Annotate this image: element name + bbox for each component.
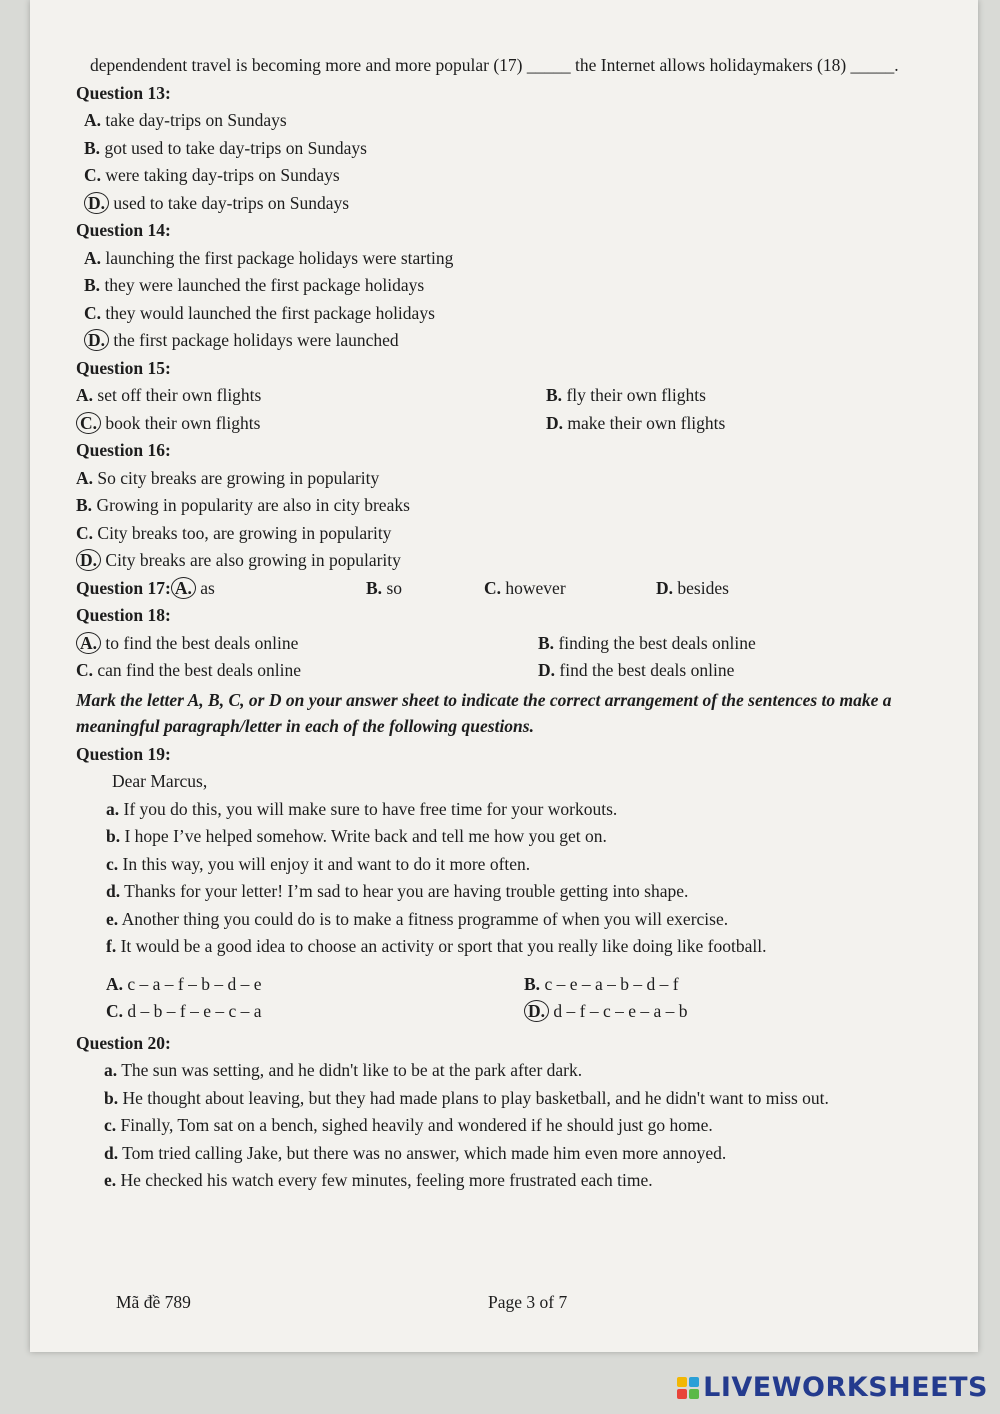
circled-option-letter: D. [524, 1000, 549, 1022]
q19-sentence-b [106, 823, 956, 851]
sentence-letter: b. [104, 1087, 119, 1108]
page-content [76, 52, 956, 1195]
option-letter: D. [656, 577, 674, 598]
letter-greeting: Dear Marcus, [112, 771, 208, 791]
sentence-text: If you do this, you will make sure to have free time for your workouts. [123, 798, 618, 819]
q17-option-c[interactable] [484, 575, 656, 603]
option-letter: A. [84, 110, 102, 130]
question-16-title: Question 16: [76, 440, 171, 460]
sentence-text: Finally, Tom sat on a bench, sighed heavily and wondered if he should just go home. [120, 1115, 713, 1135]
q17-option-a[interactable] [76, 575, 366, 603]
q16-option-d[interactable] [76, 547, 956, 575]
sentence-letter: e. [106, 908, 119, 929]
sentence-text: Thanks for your letter! I’m sad to hear you are having trouble getting into shape. [124, 881, 689, 901]
q19-sentence-d [106, 878, 956, 906]
option-letter: C. [106, 1001, 124, 1021]
option-letter: C. [84, 302, 102, 323]
sentence-text: It would be a good idea to choose an activity or sport that you really like doing like football. [120, 936, 767, 956]
q13-option-b[interactable] [84, 135, 956, 163]
sentence-text: The sun was setting, and he didn't like to be at the park after dark. [121, 1060, 583, 1080]
sentence-letter: b. [106, 826, 121, 846]
sentence-letter: a. [104, 1060, 118, 1080]
option-text: as [200, 577, 215, 598]
q19-sentence-c [106, 851, 956, 879]
q20-sentence-e [104, 1167, 956, 1195]
option-letter: B. [84, 275, 101, 295]
q14-option-b[interactable] [84, 272, 956, 300]
intro-paragraph: dependendent travel is becoming more and more popular (17) _____ the Internet allows holidaymakers (18) _____. [90, 55, 899, 75]
q18-option-d[interactable] [538, 657, 956, 685]
option-text: set off their own flights [97, 385, 262, 405]
q15-options [76, 382, 956, 437]
q14-option-a[interactable] [84, 245, 956, 273]
q17-row [76, 575, 956, 603]
circled-option-letter: C. [76, 412, 101, 434]
q19-sentence-e [106, 906, 956, 934]
option-letter: A. [106, 973, 124, 994]
option-letter: A. [84, 247, 102, 268]
option-letter: C. [76, 660, 94, 680]
circled-option-letter: A. [76, 632, 101, 654]
question-13-title: Question 13: [76, 82, 171, 103]
sentence-letter: f. [106, 936, 117, 956]
question-20-title: Question 20: [76, 1032, 171, 1053]
option-letter: A. [76, 467, 94, 488]
option-text: take day-trips on Sundays [105, 110, 287, 130]
q15-option-b[interactable] [546, 382, 956, 410]
q17-option-b[interactable] [366, 575, 484, 603]
q18-options [76, 630, 956, 685]
q19-answer-options [106, 971, 956, 1026]
option-text: used to take day-trips on Sundays [113, 192, 350, 213]
q19-sentence-f [106, 933, 956, 961]
option-text: can find the best deals online [97, 660, 302, 680]
q15-option-a[interactable] [76, 382, 538, 410]
q19-option-a[interactable] [106, 971, 524, 999]
q19-sentence-a [106, 796, 956, 824]
q20-sentence-a [104, 1057, 956, 1085]
option-text: City breaks are also growing in popularity [105, 550, 401, 570]
sentence-text: In this way, you will enjoy it and want to do it more often. [122, 853, 531, 874]
sentence-letter: e. [104, 1170, 117, 1190]
circled-option-letter: A. [171, 577, 196, 599]
question-19-title: Question 19: [76, 743, 171, 764]
liveworksheets-logo-icon [677, 1377, 699, 1399]
option-text: fly their own flights [566, 385, 706, 405]
sentence-letter: a. [106, 798, 120, 819]
option-text: find the best deals online [559, 660, 735, 680]
sentence-text: He thought about leaving, but they had made plans to play basketball, and he didn't want to miss out. [122, 1087, 829, 1108]
circled-option-letter: D. [84, 329, 109, 351]
option-text: so [386, 577, 402, 598]
sentence-text: Tom tried calling Jake, but there was no answer, which made him even more annoyed. [122, 1142, 727, 1163]
q13-option-c[interactable] [84, 162, 956, 190]
q18-option-b[interactable] [538, 630, 956, 658]
sentence-letter: c. [104, 1115, 117, 1135]
exam-code: Mã đề 789 [116, 1292, 191, 1312]
sentence-text: I hope I’ve helped somehow. Write back and tell me how you get on. [124, 826, 607, 846]
option-text: City breaks too, are growing in popularity [97, 522, 392, 543]
option-text: finding the best deals online [558, 632, 756, 653]
q13-option-a[interactable] [84, 107, 956, 135]
option-text: c – e – a – b – d – f [544, 973, 679, 994]
circled-option-letter: D. [76, 549, 101, 571]
option-letter: C. [484, 577, 502, 598]
option-letter: B. [366, 577, 383, 598]
option-text: make their own flights [567, 412, 726, 433]
exam-page [30, 0, 978, 1352]
option-text: however [505, 577, 566, 598]
q18-option-a[interactable] [76, 630, 538, 658]
option-text: they were launched the first package holidays [104, 275, 425, 295]
option-letter: B. [538, 632, 555, 653]
option-text: book their own flights [105, 412, 261, 433]
option-letter: D. [538, 660, 556, 680]
option-letter: B. [84, 137, 101, 158]
option-text: to find the best deals online [105, 632, 299, 653]
q13-option-d[interactable] [84, 190, 956, 218]
arrangement-instruction: Mark the letter A, B, C, or D on your answer sheet to indicate the correct arrangement of the sentences to make a meaningful paragraph/letter in each of the following questions. [76, 689, 892, 736]
sentence-text: He checked his watch every few minutes, feeling more frustrated each time. [120, 1170, 653, 1190]
option-text: d – b – f – e – c – a [127, 1001, 262, 1021]
option-letter: B. [546, 385, 563, 405]
q20-sentence-c [104, 1112, 956, 1140]
option-text: besides [677, 577, 729, 598]
option-letter: C. [76, 522, 94, 543]
option-text: got used to take day-trips on Sundays [104, 137, 367, 158]
question-17-title: Question 17: [76, 577, 171, 598]
watermark-text: LIVEWORKSHEETS [703, 1372, 988, 1403]
option-text: were taking day-trips on Sundays [105, 165, 340, 185]
q16-option-b[interactable] [76, 492, 956, 520]
q16-option-a[interactable] [76, 465, 956, 493]
sentence-letter: d. [106, 881, 121, 901]
option-letter: B. [76, 495, 93, 515]
sentence-text: Another thing you could do is to make a fitness programme of when you will exercise. [121, 908, 729, 929]
question-18-title: Question 18: [76, 605, 171, 625]
option-text: So city breaks are growing in popularity [97, 467, 380, 488]
q19-option-d[interactable] [524, 998, 956, 1026]
q20-sentence-d [104, 1140, 956, 1168]
watermark [677, 1372, 988, 1403]
question-15-title: Question 15: [76, 357, 171, 378]
q19-option-c[interactable] [106, 998, 524, 1026]
option-letter: A. [76, 385, 94, 405]
sentence-letter: d. [104, 1142, 119, 1163]
option-text: d – f – c – e – a – b [553, 1001, 688, 1021]
q15-option-c[interactable] [76, 410, 538, 438]
circled-option-letter: D. [84, 192, 109, 214]
option-text: they would launched the first package holidays [105, 302, 435, 323]
option-text: Growing in popularity are also in city breaks [96, 495, 410, 515]
option-letter: C. [84, 165, 102, 185]
q14-option-c[interactable] [84, 300, 956, 328]
q16-option-c[interactable] [76, 520, 956, 548]
option-letter: B. [524, 973, 541, 994]
q18-option-c[interactable] [76, 657, 538, 685]
sentence-letter: c. [106, 853, 119, 874]
q19-option-b[interactable] [524, 971, 956, 999]
question-14-title: Question 14: [76, 220, 171, 240]
option-letter: D. [546, 412, 564, 433]
q14-option-d[interactable] [84, 327, 956, 355]
option-text: the first package holidays were launched [113, 330, 399, 350]
q15-option-d[interactable] [546, 410, 956, 438]
page-number: Page 3 of 7 [488, 1292, 568, 1312]
q20-sentence-b [104, 1085, 956, 1113]
q17-option-d[interactable] [656, 575, 956, 603]
option-text: c – a – f – b – d – e [127, 973, 262, 994]
option-text: launching the first package holidays were starting [105, 247, 454, 268]
